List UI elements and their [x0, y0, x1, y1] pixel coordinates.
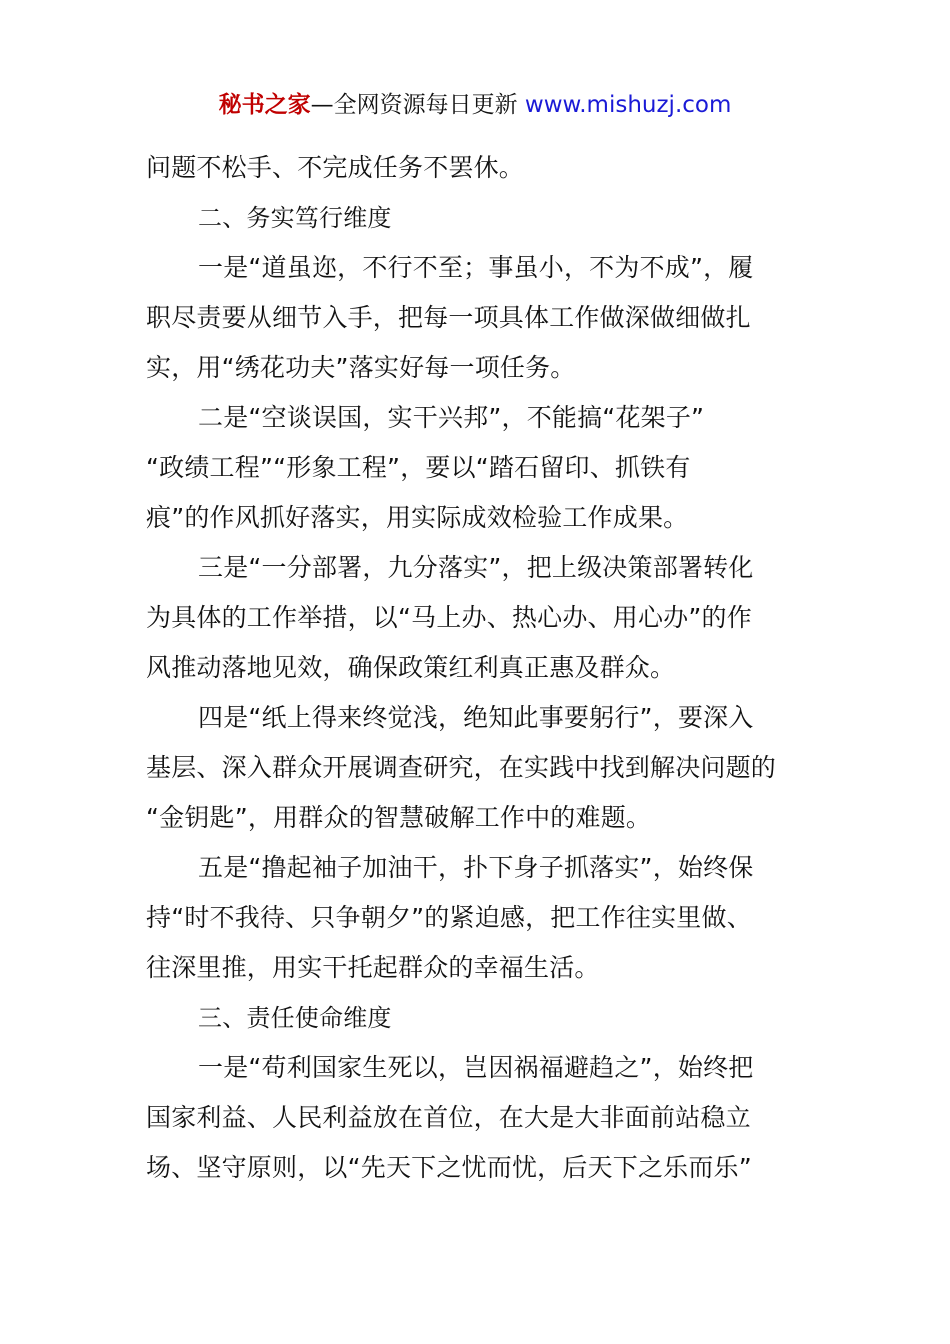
section-heading: 三、责任使命维度 — [198, 1004, 392, 1032]
header-slogan: —全网资源每日更新 — [310, 92, 518, 118]
text-line: 二是“空谈误国，实干兴邦”，不能搞“花架子” — [198, 403, 705, 432]
text-line: “政绩工程”“形象工程”，要以“踏石留印、抓铁有 — [146, 453, 691, 482]
text-line: 基层、深入群众开展调查研究，在实践中找到解决问题的 — [146, 753, 777, 782]
text-line: 一是“道虽迩，不行不至；事虽小，不为不成”，履 — [198, 253, 754, 282]
text-line: 职尽责要从细节入手，把每一项具体工作做深做细做扎 — [146, 303, 751, 332]
text-line: 为具体的工作举措，以“马上办、热心办、用心办”的作 — [146, 603, 752, 632]
text-line: 四是“纸上得来终觉浅，绝知此事要躬行”，要深入 — [198, 703, 754, 732]
text-line: 实，用“绣花功夫”落实好每一项任务。 — [146, 353, 576, 382]
text-line: 往深里推，用实干托起群众的幸福生活。 — [146, 953, 600, 982]
text-line: 场、坚守原则，以“先天下之忧而忧，后天下之乐而乐” — [146, 1153, 752, 1182]
text-line: “金钥匙”，用群众的智慧破解工作中的难题。 — [146, 803, 652, 832]
text-line: 风推动落地见效，确保政策红利真正惠及群众。 — [146, 653, 676, 682]
text-line: 五是“撸起袖子加油干，扑下身子抓落实”，始终保 — [198, 853, 754, 882]
text-line: 国家利益、人民利益放在首位，在大是大非面前站稳立 — [146, 1103, 751, 1132]
text-line: 一是“苟利国家生死以，岂因祸福避趋之”，始终把 — [198, 1053, 754, 1082]
text-line: 问题不松手、不完成任务不罢休。 — [146, 153, 525, 182]
text-line: 持“时不我待、只争朝夕”的紧迫感，把工作往实里做、 — [146, 903, 752, 932]
page-header — [0, 88, 950, 122]
section-heading: 二、务实笃行维度 — [198, 204, 392, 232]
text-line: 痕”的作风抓好落实，用实际成效检验工作成果。 — [146, 503, 689, 532]
text-line: 三是“一分部署，九分落实”，把上级决策部署转化 — [198, 553, 754, 582]
site-url-link[interactable]: www.mishuzj.com — [524, 92, 732, 118]
brand-name: 秘书之家 — [218, 92, 311, 118]
document-body — [146, 143, 808, 1193]
